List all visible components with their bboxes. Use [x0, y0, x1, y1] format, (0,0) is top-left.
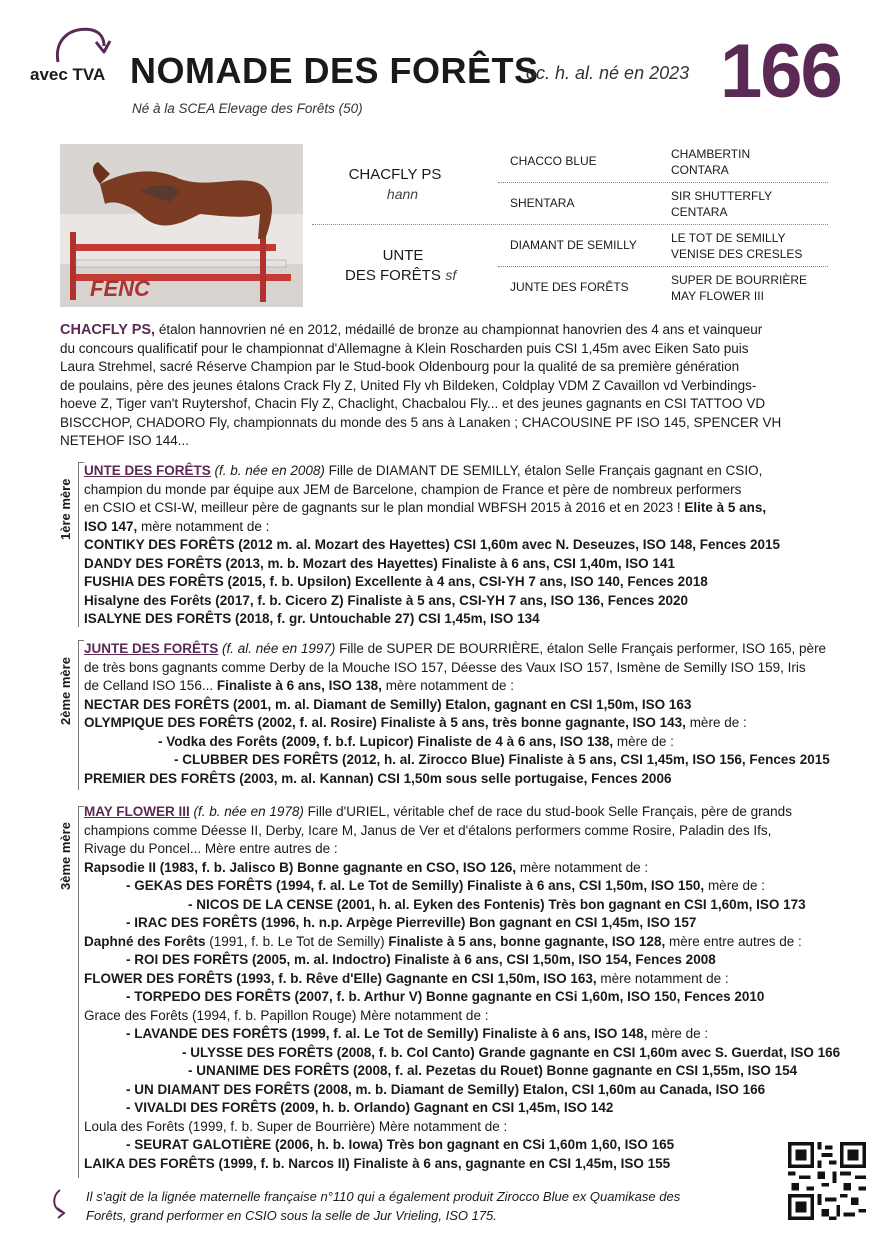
mere2-text: mère de :: [613, 733, 674, 749]
mere2-section: [84, 640, 844, 788]
pedigree-divider-main: [312, 224, 828, 225]
mere2-text: mère notamment de :: [381, 678, 514, 693]
svg-text:FENC: FENC: [90, 276, 150, 301]
pedigree-ggp-1: CHAMBERTIN: [671, 147, 751, 161]
mere3-product: - SEURAT GALOTIÈRE (2006, h. b. Iowa) Très bon gagnant en CSi 1,60m 1,60, ISO 165: [126, 1137, 675, 1152]
mere1-text: Elite à 5 ans,: [684, 500, 767, 515]
mere3-product: Finaliste à 5 ans, bonne gagnante, ISO 128,: [388, 933, 666, 949]
sire-text-line: hoeve Z, Tiger van't Ruytershof, Chacin Fly Z, Chaclight, Chacbalou Fly... et des jeunes gagnants en CSI TATTOO VD: [60, 396, 766, 411]
mere3-product: - LAVANDE DES FORÊTS (1999, f. al. Le Tot de Semilly) Finaliste à 6 ans, ISO 148,: [126, 1026, 648, 1041]
pedigree-divider: [498, 266, 828, 267]
pedigree-divider: [498, 182, 828, 183]
mere1-product: FUSHIA DES FORÊTS (2015, f. b. Upsilon) Excellente à 4 ans, CSI-YH 7 ans, ISO 140, Fences 2018: [84, 574, 708, 589]
mere3-name: MAY FLOWER III: [84, 804, 190, 819]
mere1-product: DANDY DES FORÊTS (2013, m. b. Mozart des Hayettes) Finaliste à 6 ans, CSI 1,40m, ISO 141: [84, 555, 675, 571]
sire-text-line: Laura Strehmel, sacré Réserve Champion par le Stud-book Oldenbourg pour la qualité de sa première génération: [60, 359, 740, 374]
mere3-product: LAIKA DES FORÊTS (1999, f. b. Narcos II) Finaliste à 6 ans, gagnante en CSI 1,45m, ISO 155: [84, 1155, 671, 1171]
mere2-product: - Vodka des Forêts (2009, f. b.f. Lupicor) Finaliste de 4 à 6 ans, ISO 138,: [158, 733, 614, 749]
pedigree-sire: CHACFLY PS: [348, 166, 442, 183]
mere2-text: mère de :: [685, 715, 747, 730]
pedigree-dam-line2: DES FORÊTS: [345, 267, 441, 284]
mere2-product: NECTAR DES FORÊTS (2001, m. al. Diamant de Semilly) Etalon, gagnant en CSI 1,50m, ISO 163: [84, 696, 692, 712]
pedigree-dam-stud: sf: [445, 267, 457, 283]
mere3-text: mère de :: [647, 1026, 709, 1041]
pedigree-ggp-6: VENISE DES CRESLES: [671, 247, 803, 261]
mere1-text: Fille de DIAMANT DE SEMILLY, étalon Selle Français gagnant en CSIO,: [324, 463, 763, 478]
mere2-product: OLYMPIQUE DES FORÊTS (2002, f. al. Rosire) Finaliste à 5 ans, très bonne gagnante, ISO 143,: [84, 715, 686, 730]
mere2-label: 2ème mère: [58, 657, 73, 725]
mere3-text: mère entre autres de :: [665, 933, 802, 949]
mere3-product: - TORPEDO DES FORÊTS (2007, f. b. Arthur V) Bonne gagnante en CSi 1,60m, ISO 150, Fences 2010: [126, 989, 765, 1004]
sire-description: [60, 321, 850, 451]
footer-arrow-icon: [50, 1188, 76, 1220]
pedigree-sire-stud: hann: [386, 186, 419, 202]
mere2-name: JUNTE DES FORÊTS: [84, 641, 219, 656]
mere3-product: Daphné des Forêts: [84, 933, 206, 949]
horse-subtitle: oc. h. al. né en 2023: [526, 63, 690, 83]
sire-text-line: NETEHOF ISO 144...: [60, 433, 190, 448]
mere3-text: mère notamment de :: [596, 970, 729, 986]
mere3-product: FLOWER DES FORÊTS (1993, f. b. Rêve d'Elle) Gagnante en CSI 1,50m, ISO 163,: [84, 970, 597, 986]
pedigree-gp-3: DIAMANT DE SEMILLY: [510, 238, 637, 252]
footer-line: Il s'agit de la lignée maternelle française n°110 qui a également produit Zirocco Blue ex Quamikase des: [86, 1189, 681, 1204]
pedigree-ggp-8: MAY FLOWER III: [671, 289, 764, 303]
mere2-product: PREMIER DES FORÊTS (2003, m. al. Kannan) CSI 1,50m sous selle portugaise, Fences 2006: [84, 770, 672, 786]
mere3-text: Loula des Forêts (1999, f. b. Super de Bourrière) Mère notamment de :: [84, 1118, 508, 1134]
mere1-text: en CSIO et CSI-W, meilleur père de gagnants sur le plan mondial WBFSH 2015 à 2016 et en 2023 !: [84, 500, 685, 515]
mere3-product: - NICOS DE LA CENSE (2001, h. al. Eyken des Fontenis) Très bon gagnant en CSI 1,60m, ISO 173: [188, 896, 806, 912]
mere1-label: 1ère mère: [58, 478, 73, 540]
mere1-info: (f. b. née en 2008): [214, 463, 325, 478]
pedigree-ggp-5: LE TOT DE SEMILLY: [671, 231, 786, 245]
pedigree-ggp-3: SIR SHUTTERFLY: [671, 189, 773, 203]
pedigree-ggp-7: SUPER DE BOURRIÈRE: [671, 273, 808, 287]
mere3-text: champions comme Déesse II, Derby, Icare M, Janus de Ver et d'étalons performers comme Rosire, Paladin des Ifs,: [84, 822, 772, 838]
mere1-product: CONTIKY DES FORÊTS (2012 m. al. Mozart des Hayettes) CSI 1,60m avec N. Deseuzes, ISO 148, Fences 2015: [84, 537, 781, 552]
sire-text-line: du concours qualificatif pour le championnat d'Allemagne à Klein Roscharden puis CSI 1,45m avec Eiken Sato puis: [60, 340, 749, 356]
pedigree-gp-1: CHACCO BLUE: [510, 154, 597, 168]
sire-text-line: de poulains, père des jeunes étalons Crack Fly Z, United Fly vh Bildeken, Coldplay VDM Z Cavaillon vd Verbindings-: [60, 377, 757, 393]
mere3-text: mère notamment de :: [516, 859, 649, 875]
lot-number: 166: [720, 29, 841, 114]
mere3-label: 3ème mère: [58, 822, 73, 890]
mere1-text: champion du monde par équipe aux JEM de Barcelone, champion de France et père de nombreux performers: [84, 481, 742, 497]
pedigree-dam-line1: UNTE: [382, 247, 424, 264]
pedigree-dam: [345, 267, 456, 285]
mere3-text: mère de :: [704, 878, 765, 893]
mere1-product: ISALYNE DES FORÊTS (2018, f. gr. Untouchable 27) CSI 1,45m, ISO 134: [84, 611, 540, 626]
mere2-text: Fille de SUPER DE BOURRIÈRE, étalon Selle Français performer, ISO 165, père: [335, 641, 827, 656]
mere3-info: (f. b. née en 1978): [193, 804, 304, 819]
mere1-product: Hisalyne des Forêts (2017, f. b. Cicero Z) Finaliste à 5 ans, CSI-YH 7 ans, ISO 136, Fences 2020: [84, 592, 688, 608]
horse-photo: [60, 144, 303, 307]
pedigree-gp-2: SHENTARA: [510, 196, 575, 210]
mere2-product: - CLUBBER DES FORÊTS (2012, h. al. Zirocco Blue) Finaliste à 5 ans, CSI 1,45m, ISO 156, Fences 2015: [174, 752, 830, 767]
mere1-text: ISO 147,: [84, 518, 138, 534]
mere3-text: Grace des Forêts (1994, f. b. Papillon Rouge) Mère notamment de :: [84, 1007, 489, 1023]
mere2-text: de très bons gagnants comme Derby de la Mouche ISO 157, Déesse des Vaux ISO 157, Ismène de Semilly ISO 159, Iris: [84, 659, 806, 675]
mere3-product: - UN DIAMANT DES FORÊTS (2008, m. b. Diamant de Semilly) Etalon, CSI 1,60m au Canada, ISO 166: [126, 1081, 766, 1097]
pedigree-gp-4: JUNTE DES FORÊTS: [510, 280, 629, 294]
pedigree-ggp-4: CENTARA: [671, 205, 728, 219]
mere1-name: UNTE DES FORÊTS: [84, 463, 211, 478]
mere3-product: - ROI DES FORÊTS (2005, m. al. Indoctro) Finaliste à 6 ans, CSI 1,50m, ISO 154, Fences 2008: [126, 952, 716, 967]
mere3-product: - GEKAS DES FORÊTS (1994, f. al. Le Tot de Semilly) Finaliste à 6 ans, CSI 1,50m, ISO 150,: [126, 878, 705, 893]
sire-name: CHACFLY PS,: [60, 322, 156, 338]
mere3-text: Fille d'URIEL, véritable chef de race du stud-book Selle Français, père de grands: [303, 804, 792, 819]
tva-label: avec TVA: [30, 65, 106, 84]
footer-line: Forêts, grand performer en CSIO sous la selle de Jur Vrieling, ISO 175.: [86, 1207, 497, 1223]
pedigree-ggp-2: CONTARA: [671, 163, 729, 177]
mere3-product: - ULYSSE DES FORÊTS (2008, f. b. Col Canto) Grande gagnante en CSI 1,60m avec S. Guerdat, ISO 166: [182, 1044, 841, 1060]
mere3-bar: [78, 806, 79, 1178]
mere3-text: Rivage du Poncel... Mère entre autres de :: [84, 841, 338, 856]
mere1-section: [84, 462, 844, 629]
mere2-text: Finaliste à 6 ans, ISO 138,: [216, 678, 382, 693]
mere2-info: (f. al. née en 1997): [222, 641, 336, 656]
mere3-product: - VIVALDI DES FORÊTS (2009, h. b. Orlando) Gagnant en CSI 1,45m, ISO 142: [126, 1100, 614, 1115]
mere1-text: mère notamment de :: [137, 518, 270, 534]
footer-note: [86, 1188, 786, 1225]
curved-arrow-icon: [52, 22, 112, 66]
mere2-text: de Celland ISO 156...: [84, 678, 217, 693]
mere3-product: - UNANIME DES FORÊTS (2008, f. al. Pezetas du Rouet) Bonne gagnante en CSI 1,55m, ISO 154: [188, 1063, 798, 1078]
horse-name: NOMADE DES FORÊTS: [130, 50, 539, 91]
mere2-bar: [78, 640, 79, 790]
sire-text-line: étalon hannovrien né en 2012, médaillé de bronze au championnat hanovrien des 4 ans et vainqueur: [155, 322, 763, 337]
mere3-section: [84, 803, 844, 1173]
sire-text-line: BISCCHOP, CHADORO Fly, championnats du monde des 5 ans à Lanaken ; CHACOUSINE PF ISO 145, SPENCER VH: [60, 414, 782, 430]
mere3-product: - IRAC DES FORÊTS (1996, h. n.p. Arpège Pierreville) Bon gagnant en CSI 1,45m, ISO 157: [126, 915, 697, 930]
qr-code-icon[interactable]: [788, 1142, 866, 1220]
mere3-product: Rapsodie II (1983, f. b. Jalisco B) Bonne gagnante en CSO, ISO 126,: [84, 859, 517, 875]
mere1-bar: [78, 462, 79, 627]
breeder-line: Né à la SCEA Elevage des Forêts (50): [132, 101, 363, 116]
mere3-text: (1991, f. b. Le Tot de Semilly): [205, 933, 389, 949]
